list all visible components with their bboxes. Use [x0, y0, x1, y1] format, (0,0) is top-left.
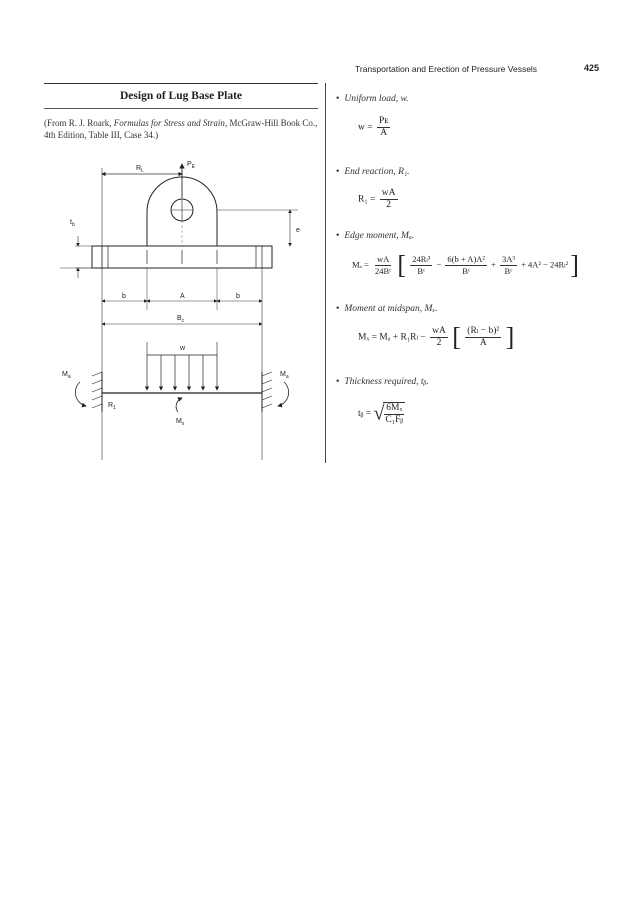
mx-label: $M_x$: [176, 418, 185, 427]
source-citation: [44, 117, 320, 141]
uniform-load-equation: w = $\frac{\text{Pᴇ}}{A}$: [358, 116, 389, 138]
source-post: , McGraw-Hill Book Co., 4th Edition, Table III, Case 34.): [44, 118, 318, 140]
midspan-moment-heading: • Moment at midspan, Mₓ.: [336, 304, 438, 314]
tb-label: $t_b$: [70, 219, 75, 228]
column-divider: [325, 83, 326, 463]
edge-moment-heading: • Edge moment, Mₐ.: [336, 231, 415, 241]
box-title: Design of Lug Base Plate: [119, 90, 243, 102]
b-right-label: b: [236, 293, 240, 300]
mx-arrow: [176, 398, 182, 412]
running-head: Transportation and Erection of Pressure Vessels: [355, 64, 538, 74]
end-reaction-heading: • End reaction, R₁.: [336, 167, 410, 177]
ma-left-label: $M_a$: [62, 371, 71, 380]
edge-moment-equation: Mₐ = $\frac{wA}{\text{24Bᶜ}}$ [ $\frac{\text{24Rₗ³}}{\text{Bᶜ}}$ − $\frac{\text{6(b + A)A²}}{\text{Bᶜ}}$ + $\frac{\text{3A³}}{\text{Bᶜ}}$ + 4A² − 24Rₗ² ]: [352, 250, 579, 280]
ma-right-label: $M_a$: [280, 371, 289, 380]
title-top-rule: [44, 83, 318, 84]
a-label: A: [180, 293, 185, 300]
uniform-load-heading: • Uniform load, w.: [336, 94, 409, 104]
lug-base-plate-diagram: [40, 150, 320, 470]
end-reaction-equation: R₁ = $\frac{wA}{2}$: [358, 188, 396, 210]
rl-label: $R_L$: [136, 165, 144, 174]
b-left-label: b: [122, 293, 126, 300]
thickness-heading: • Thickness required, tᵦ.: [336, 377, 429, 387]
ma-right-arrow: [278, 382, 289, 406]
w-label: w: [180, 345, 186, 352]
title-bottom-rule: [44, 108, 318, 109]
source-book-title: Formulas for Stress and Strain: [113, 118, 225, 128]
thickness-equation: tᵦ = √ $\frac{\text{6Mₓ}}{\text{C₁Fᵦ}}$: [358, 402, 404, 425]
pe-label: $P_E$: [187, 161, 196, 170]
page-number: 425: [584, 63, 600, 73]
bc-label: $B_c$: [177, 315, 185, 324]
midspan-moment-equation: Mₓ = Mₐ + R₁Rₗ − $\frac{wA}{2}$ [ $\frac{\text{(Rₗ − b)²}}{A}$ ]: [358, 322, 515, 352]
r1-label: $R_1$: [108, 402, 116, 411]
ma-left-arrow: [75, 382, 86, 406]
source-pre: (From R. J. Roark,: [44, 118, 114, 128]
e-label: e: [296, 227, 300, 234]
